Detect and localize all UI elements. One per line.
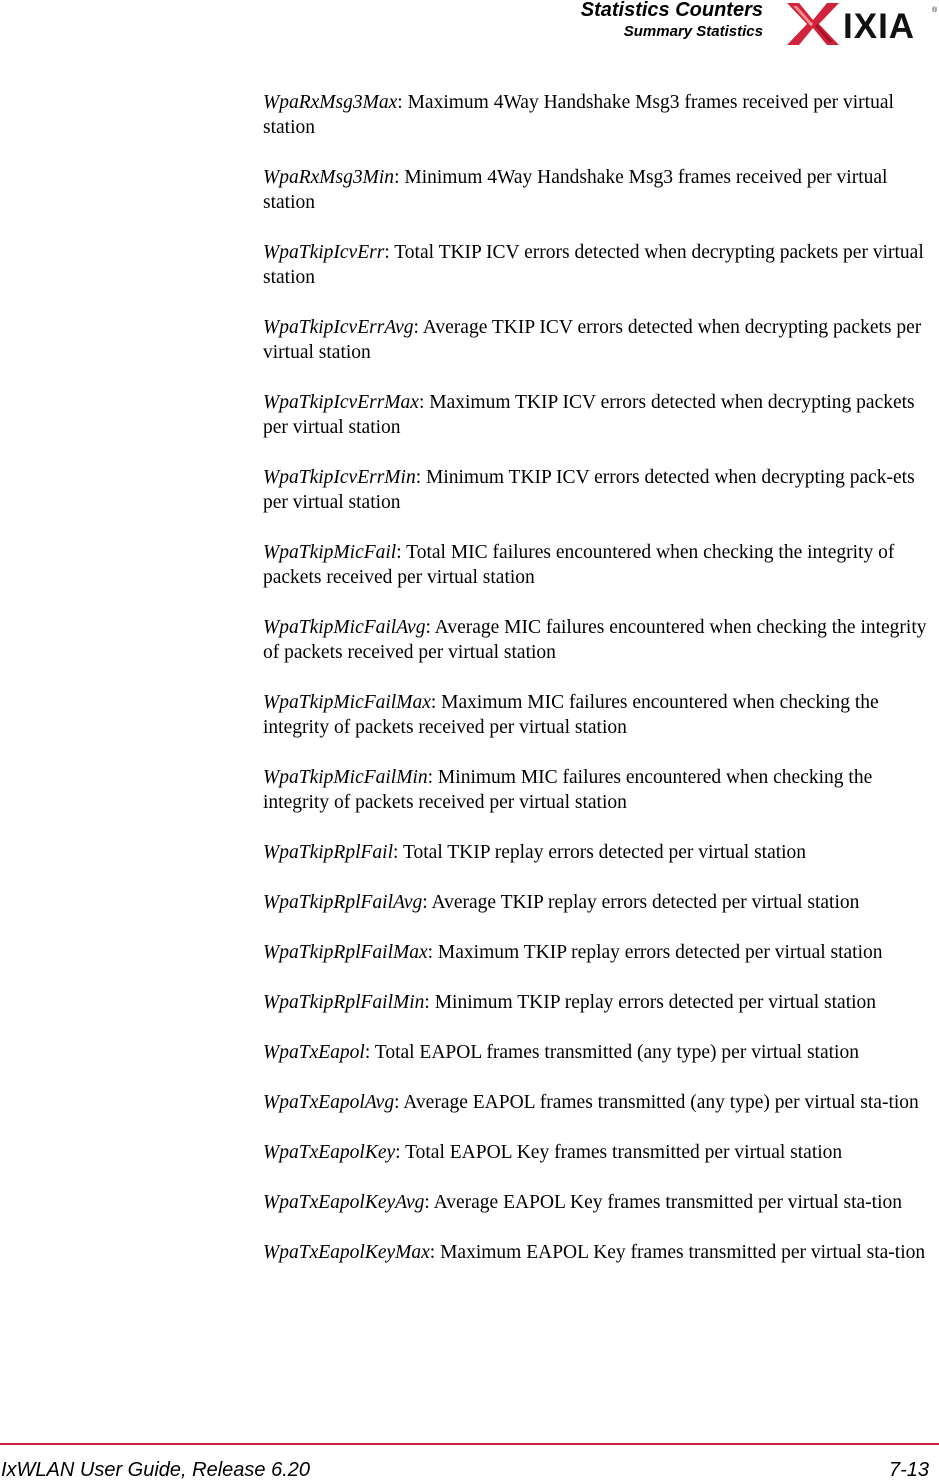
footer-guide-title: IxWLAN User Guide, Release 6.20 xyxy=(1,1459,311,1481)
definition-description: : Total EAPOL frames transmitted (any type) per virtual station xyxy=(364,1042,859,1063)
definition-description: : Minimum MIC failures encountered when checking the integrity of packets received per virtual station xyxy=(263,767,873,813)
definition-term: WpaTkipRplFail xyxy=(263,842,393,863)
definition-term: WpaTkipMicFailMax xyxy=(263,692,431,713)
definition-entry xyxy=(263,1240,939,1265)
definition-description: : Maximum MIC failures encountered when checking the integrity of packets received per virtual station xyxy=(263,692,879,738)
definition-entry xyxy=(263,540,939,590)
definition-term: WpaTkipIcvErrAvg xyxy=(263,317,414,338)
page-header xyxy=(0,0,939,60)
definition-entry xyxy=(263,240,939,290)
logo-wordmark: IXIA xyxy=(843,7,916,46)
definition-term: WpaTkipMicFailAvg xyxy=(263,617,426,638)
definition-entry xyxy=(263,90,939,140)
definition-term: WpaTkipMicFail xyxy=(263,542,397,563)
definition-description: : Total MIC failures encountered when checking the integrity of packets received per virtual station xyxy=(263,542,895,588)
definition-entry xyxy=(263,840,939,865)
header-subtitle: Summary Statistics xyxy=(623,23,763,40)
definition-term: WpaTkipMicFailMin xyxy=(263,767,428,788)
definition-entry xyxy=(263,990,939,1015)
definition-description: : Average EAPOL Key frames transmitted per virtual sta-tion xyxy=(424,1192,902,1213)
header-title: Statistics Counters xyxy=(580,0,763,21)
definition-term: WpaTkipRplFailAvg xyxy=(263,892,423,913)
definition-description: : Total TKIP replay errors detected per virtual station xyxy=(393,842,807,863)
footer-page-number: 7-13 xyxy=(888,1459,929,1481)
definition-entry xyxy=(263,615,939,665)
definition-term: WpaTkipIcvErrMin xyxy=(263,467,416,488)
definition-term: WpaRxMsg3Max xyxy=(263,92,398,113)
header-text-block xyxy=(581,0,763,42)
definition-term: WpaTkipRplFailMin xyxy=(263,992,425,1013)
definition-description: : Average EAPOL frames transmitted (any type) per virtual sta-tion xyxy=(394,1092,919,1113)
definition-entry xyxy=(263,690,939,740)
definition-term: WpaTkipRplFailMax xyxy=(263,942,428,963)
definition-description: : Average TKIP ICV errors detected when decrypting packets per virtual station xyxy=(263,317,922,363)
definition-term: WpaTkipIcvErr xyxy=(263,242,385,263)
definition-term: WpaTxEapolKeyAvg xyxy=(263,1192,425,1213)
definition-list xyxy=(263,90,939,1290)
definition-term: WpaTkipIcvErrMax xyxy=(263,392,419,413)
definition-entry xyxy=(263,165,939,215)
definition-description: : Maximum EAPOL Key frames transmitted per virtual sta-tion xyxy=(429,1242,926,1263)
definition-description: : Maximum TKIP ICV errors detected when decrypting packets per virtual station xyxy=(263,392,915,438)
definition-description: : Average MIC failures encountered when checking the integrity of packets received per virtual station xyxy=(263,617,927,663)
definition-term: WpaTxEapol xyxy=(263,1042,365,1063)
definition-term: WpaTxEapolAvg xyxy=(263,1092,395,1113)
definition-description: : Minimum 4Way Handshake Msg3 frames received per virtual station xyxy=(263,167,888,213)
definition-entry xyxy=(263,890,939,915)
definition-entry xyxy=(263,1190,939,1215)
definition-term: WpaRxMsg3Min xyxy=(263,167,395,188)
definition-description: : Minimum TKIP ICV errors detected when decrypting pack-ets per virtual station xyxy=(263,467,915,513)
definition-description: : Maximum TKIP replay errors detected per virtual station xyxy=(427,942,883,963)
definition-description: : Minimum TKIP replay errors detected per virtual station xyxy=(424,992,877,1013)
definition-entry xyxy=(263,315,939,365)
definition-entry xyxy=(263,1140,939,1165)
definition-entry xyxy=(263,390,939,440)
ixia-logo xyxy=(785,0,939,48)
definition-term: WpaTxEapolKey xyxy=(263,1142,396,1163)
svg-text:®: ® xyxy=(932,7,938,14)
footer-rule xyxy=(0,1443,939,1445)
definition-entry xyxy=(263,1090,939,1115)
definition-entry xyxy=(263,765,939,815)
definition-description: : Total EAPOL Key frames transmitted per virtual station xyxy=(395,1142,843,1163)
definition-entry xyxy=(263,940,939,965)
definition-description: : Total TKIP ICV errors detected when decrypting packets per virtual station xyxy=(263,242,924,288)
definition-entry xyxy=(263,1040,939,1065)
definition-term: WpaTxEapolKeyMax xyxy=(263,1242,430,1263)
definition-description: : Maximum 4Way Handshake Msg3 frames received per virtual station xyxy=(263,92,894,138)
ixia-x-mark-icon xyxy=(787,3,839,45)
definition-description: : Average TKIP replay errors detected per virtual station xyxy=(422,892,860,913)
definition-entry xyxy=(263,465,939,515)
